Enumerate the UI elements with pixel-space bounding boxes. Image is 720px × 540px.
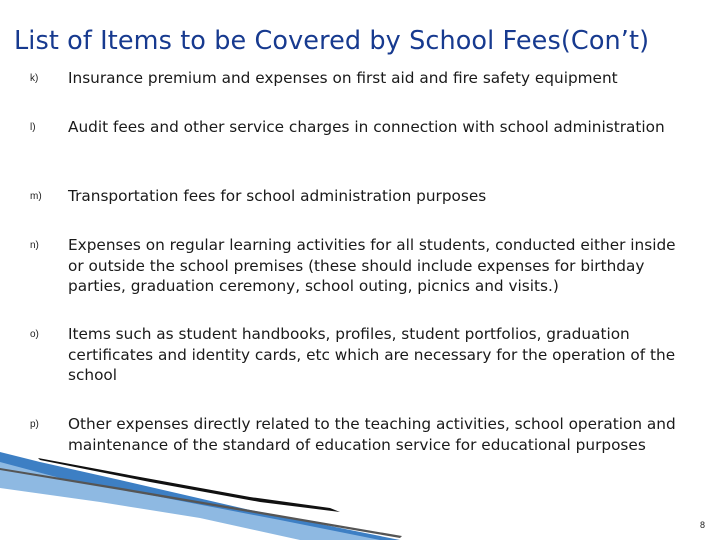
list-marker: k) [30, 73, 39, 84]
list-marker: n) [30, 240, 39, 251]
list-item-text: Expenses on regular learning activities for all students, conducted either inside or outside the school premises (these should include expenses for birthday parties, graduation ceremony, school outing, picnics and visits.) [68, 236, 676, 295]
list-item-text: Transportation fees for school administration purposes [68, 187, 487, 205]
list-marker: m) [30, 191, 42, 202]
list-item-text: Items such as student handbooks, profiles, student portfolios, graduation certificates and identity cards, etc which are necessary for the operation of the school [68, 325, 676, 384]
list-marker: o) [30, 329, 39, 340]
decorative-swoosh [0, 440, 720, 540]
list-marker: p) [30, 419, 39, 430]
page-number: 8 [699, 520, 705, 530]
list-item-text: Other expenses directly related to the teaching activities, school operation and maintenance of the standard of education service for educational purposes [68, 415, 676, 454]
list-item-text: Audit fees and other service charges in connection with school administration [68, 118, 665, 136]
list-item-text: Insurance premium and expenses on first aid and fire safety equipment [68, 69, 618, 87]
slide-title: List of Items to be Covered by School Fees(Con’t) [14, 26, 650, 56]
list-marker: l) [30, 122, 36, 133]
